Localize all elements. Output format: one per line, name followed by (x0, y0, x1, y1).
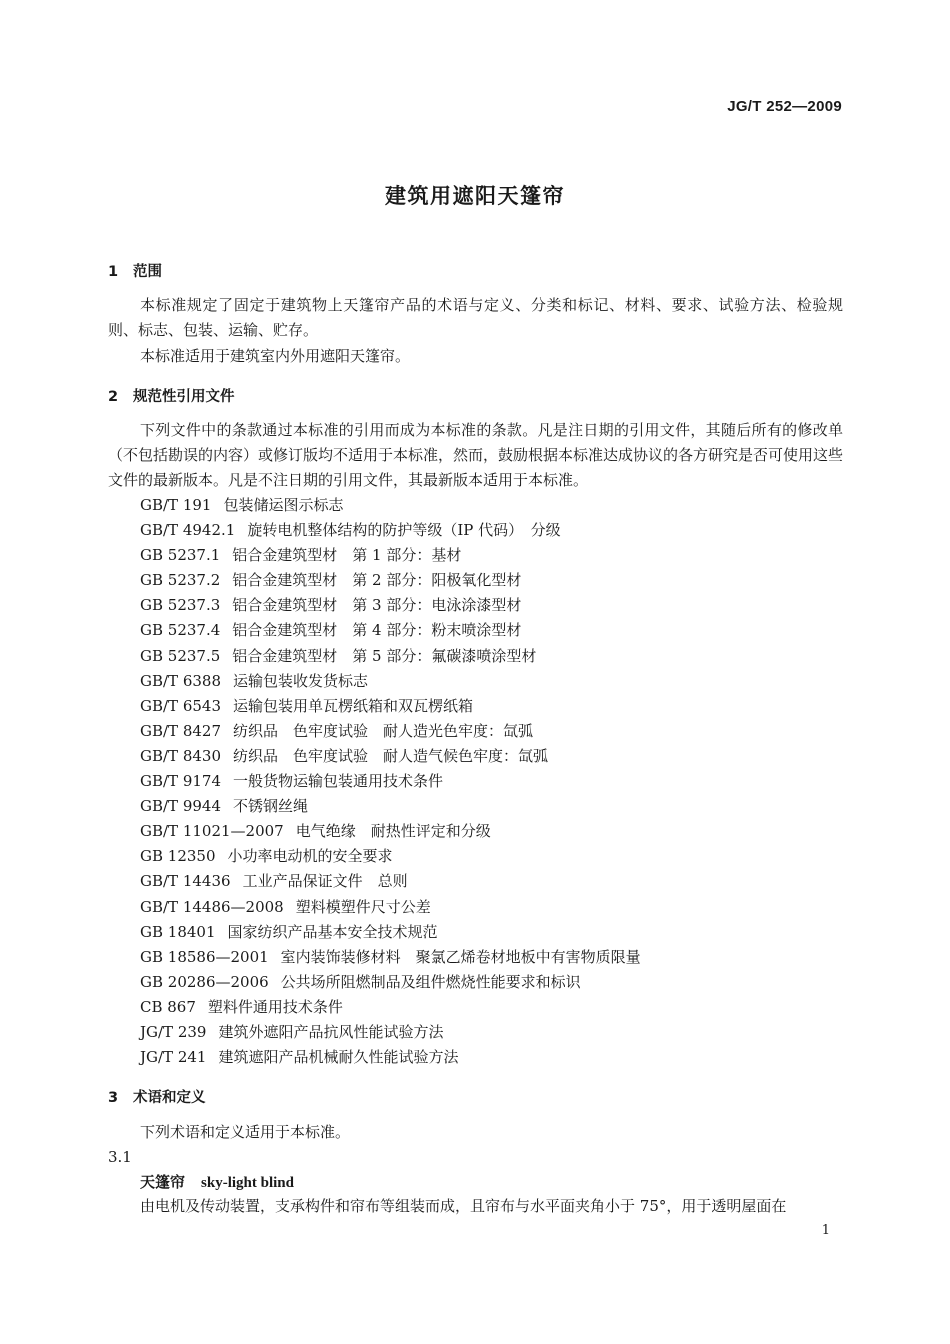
reference-item (140, 869, 641, 894)
section-number: 2 (108, 389, 119, 405)
reference-title: 建筑外遮阳产品抗风性能试验方法 (218, 1022, 444, 1041)
term-definition: 由电机及传动装置，支承构件和帘布等组装而成，且帘布与水平面夹角小于 75°，用于透明屋面在 (140, 1197, 787, 1215)
reference-title: 纺织品 色牢度试验 耐人造光色牢度：氙弧 (233, 721, 534, 740)
standard-code: JG/T 252—2009 (727, 98, 842, 115)
reference-title: 电气绝缘 耐热性评定和分级 (295, 822, 491, 841)
reference-item (140, 493, 641, 518)
reference-title: 铝合金建筑型材 第 2 部分：阳极氧化型材 (232, 571, 522, 590)
reference-code: GB 18586—2001 (140, 947, 269, 966)
reference-title: 运输包装收发货标志 (233, 671, 369, 690)
reference-item (140, 819, 641, 844)
reference-code: GB/T 11021—2007 (140, 822, 284, 841)
reference-title: 建筑遮阳产品机械耐久性能试验方法 (218, 1048, 459, 1067)
reference-title: 工业产品保证文件 总则 (242, 872, 408, 891)
reference-title: 公共场所阻燃制品及组件燃烧性能要求和标识 (280, 972, 581, 991)
reference-title: 铝合金建筑型材 第 1 部分：基材 (232, 546, 462, 565)
reference-code: GB/T 9174 (140, 772, 222, 791)
reference-item (140, 920, 641, 945)
reference-title: 国家纺织产品基本安全技术规范 (227, 922, 438, 941)
reference-code: GB 5237.1 (140, 546, 221, 565)
reference-item (140, 844, 641, 869)
section-2-intro: 下列文件中的条款通过本标准的引用而成为本标准的条款。凡是注日期的引用文件，其随后所有的修改单（不包括勘误的内容）或修订版均不适用于本标准，然而，鼓励根据本标准达成协议的各方研究是否可使用这些文件的最新版本。凡是不注日期的引用文件，其最新版本适用于本标准。 (108, 421, 844, 489)
reference-item (140, 895, 641, 920)
section-2-heading (108, 385, 235, 406)
reference-item (140, 694, 641, 719)
reference-code: GB/T 14436 (140, 872, 231, 891)
section-1-paragraph-2: 本标准适用于建筑室内外用遮阳天篷帘。 (140, 347, 411, 365)
section-title: 范围 (133, 264, 162, 280)
reference-item (140, 543, 641, 568)
reference-title: 纺织品 色牢度试验 耐人造气候色牢度：氙弧 (233, 746, 549, 765)
reference-code: GB/T 6388 (140, 671, 222, 690)
section-title: 术语和定义 (133, 1090, 206, 1106)
reference-item (140, 769, 641, 794)
reference-code: CB 867 (140, 997, 196, 1016)
reference-code: GB/T 14486—2008 (140, 897, 284, 916)
term-heading (140, 1171, 294, 1192)
term-chinese: 天篷帘 (140, 1173, 186, 1191)
reference-code: GB 5237.3 (140, 596, 221, 615)
reference-title: 铝合金建筑型材 第 4 部分：粉末喷涂型材 (232, 621, 522, 640)
reference-title: 旋转电机整体结构的防护等级（IP 代码） 分级 (247, 521, 561, 540)
reference-code: GB 5237.2 (140, 571, 221, 590)
reference-title: 铝合金建筑型材 第 5 部分：氟碳漆喷涂型材 (232, 646, 537, 665)
reference-item (140, 518, 641, 543)
section-3-intro: 下列术语和定义适用于本标准。 (140, 1123, 351, 1141)
reference-item (140, 945, 641, 970)
reference-code: JG/T 239 (140, 1022, 207, 1041)
reference-item (140, 970, 641, 995)
section-1-paragraph-1: 本标准规定了固定于建筑物上天篷帘产品的术语与定义、分类和标记、材料、要求、试验方法、检验规则、标志、包装、运输、贮存。 (108, 296, 843, 339)
reference-code: GB/T 4942.1 (140, 521, 236, 540)
reference-title: 室内装饰装修材料 聚氯乙烯卷材地板中有害物质限量 (280, 947, 641, 966)
reference-code: GB/T 8430 (140, 746, 222, 765)
reference-item (140, 644, 641, 669)
document-title: 建筑用遮阳天篷帘 (385, 184, 565, 208)
page-number: 1 (821, 1223, 830, 1238)
reference-code: GB/T 9944 (140, 797, 222, 816)
section-3-heading (108, 1086, 206, 1107)
section-number: 1 (108, 264, 119, 280)
reference-title: 包装储运图示标志 (223, 496, 344, 514)
reference-title: 铝合金建筑型材 第 3 部分：电泳涂漆型材 (232, 596, 522, 615)
reference-title: 不锈钢丝绳 (233, 797, 309, 816)
reference-code: JG/T 241 (140, 1048, 207, 1067)
reference-item (140, 719, 641, 744)
section-1-heading (108, 260, 162, 281)
reference-code: GB/T 6543 (140, 696, 222, 715)
reference-code: GB 12350 (140, 847, 216, 866)
term-english: sky-light blind (201, 1175, 294, 1191)
reference-code: GB 18401 (140, 922, 216, 941)
reference-item (140, 744, 641, 769)
reference-title: 塑料件通用技术条件 (207, 997, 343, 1016)
reference-code: GB 5237.4 (140, 621, 221, 640)
reference-code: GB/T 191 (140, 496, 212, 514)
section-number: 3 (108, 1090, 119, 1106)
reference-code: GB 5237.5 (140, 646, 221, 665)
reference-item (140, 669, 641, 694)
reference-item (140, 794, 641, 819)
reference-item (140, 1020, 641, 1045)
clause-number: 3.1 (108, 1148, 132, 1166)
reference-title: 塑料模塑件尺寸公差 (295, 897, 431, 916)
reference-code: GB 20286—2006 (140, 972, 269, 991)
reference-title: 一般货物运输包装通用技术条件 (233, 772, 444, 791)
reference-item (140, 1045, 641, 1070)
section-title: 规范性引用文件 (133, 389, 235, 405)
reference-code: GB/T 8427 (140, 721, 222, 740)
reference-item (140, 618, 641, 643)
normative-reference-list (140, 493, 641, 1070)
reference-title: 小功率电动机的安全要求 (227, 847, 393, 866)
reference-item (140, 593, 641, 618)
reference-title: 运输包装用单瓦楞纸箱和双瓦楞纸箱 (233, 696, 474, 715)
reference-item (140, 995, 641, 1020)
reference-item (140, 568, 641, 593)
